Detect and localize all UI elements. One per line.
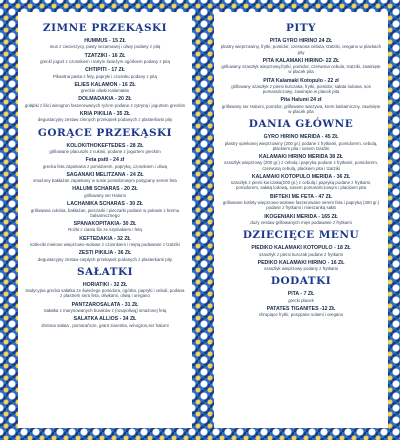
menu-item [24, 302, 186, 314]
menu-item [220, 97, 382, 114]
section-title-pity: PITY [285, 22, 317, 34]
menu-item-name: HALUMI SCHARAS - 20 ZŁ [72, 186, 138, 193]
section-title-dania-glowne: DANIA GŁÓWNE [248, 118, 354, 131]
menu-item-name: HORIATIKI - 32 ZŁ [82, 281, 128, 288]
menu-item [24, 316, 186, 328]
menu-item-name: PANTZAROSALATA - 31 ZŁ [71, 301, 139, 308]
menu-item [220, 174, 382, 191]
menu-item-description: greckie oliwki Kalamatas [80, 88, 130, 94]
menu-item [220, 154, 382, 171]
menu-item-description: gołąbki z liści winogron faszerowanych ryżem podane z cytryną i jogurtem greckim [24, 102, 186, 108]
menu-item [220, 245, 382, 257]
menu-item-description: Pikantna pasta z fety, papryki i czosnku podany z pitą [53, 73, 157, 79]
menu-item [24, 53, 186, 65]
menu-item-name: PATATES TIGANITES -12 ZŁ [266, 305, 336, 312]
menu-item-name: Pita Halumi 24 zł [280, 97, 322, 104]
menu-item-description: Sałatka z marynowanych buraków z (rosą/oliwą) smażonej fetą [43, 307, 167, 313]
menu-item [220, 78, 382, 95]
menu-item-name: PIEDIKO KALAMAKI KOTOPULO - 18 ZŁ [251, 245, 351, 252]
menu-item-description: smażony bakłażan zapiekany w sosie pomidorowym posypany serem feta [33, 178, 177, 184]
menu-item-description: grecki placek [288, 297, 314, 303]
menu-item-name: ELIES KALAMON - 16 ZŁ [74, 81, 136, 88]
menu-item-name: Feta psiti - 24 zł [85, 157, 125, 164]
menu-item-description: plastry opiekanej wieprzowiny (200 gr.) podane z frytkami, pomidorem, cebulą, plackiem pita i sosem tzatziki [224, 140, 378, 151]
menu-item-name: CHTIPITI - 17 ZŁ [85, 67, 125, 74]
menu-item-name: LACHANIKA SCHARAS - 30 ZŁ [67, 201, 143, 208]
menu-item-description: grillowany ser Halumi, pomidor, grillowane warzywa, krem balsamiczny, zawinięte w placek pita [221, 103, 381, 115]
left-menu-column [18, 12, 192, 428]
menu-item [24, 186, 186, 198]
menu-item [220, 58, 382, 75]
menu-item [24, 282, 186, 299]
menu-item-description: greckí jogurt z czosnkiem i tartym świeżym ogórkiem podany z pitą [40, 59, 170, 65]
menu-item-name: SPANAKOPITAKIA- 30 ZŁ [73, 220, 137, 227]
menu-item-name: BIFTEKI ME FETA - 47 ZŁ [270, 193, 332, 200]
menu-item [220, 134, 382, 151]
menu-item-name: PEDIKO KALAMAKI HIRINO - 16 ZŁ [257, 259, 345, 266]
menu-item-name: ZESTI PIKILIA - 36 ZŁ [78, 250, 132, 257]
menu-item-name: PITA Kalamaki Kotopulo - 22 zł [263, 77, 339, 84]
menu-item-description: grillowany ser Halumi [84, 192, 126, 198]
menu-item-name: SAGANAKI MELITZANA - 24 ZŁ [66, 171, 144, 178]
right-menu-column [214, 12, 388, 428]
menu-item [220, 38, 382, 55]
menu-item-name: KOLOKITHOKEFTEDES - 28 ZŁ [66, 142, 144, 149]
menu-item-name: KEFTEDAKIA - 32 ZŁ [79, 235, 131, 242]
menu-item-name: PITA - 7 ZŁ [287, 291, 315, 298]
menu-item-name: PITA GYRO HIRINO 24 ZŁ [269, 38, 333, 44]
menu-item [220, 194, 382, 211]
menu-item-name: TZATZIKI - 16 ZŁ [84, 52, 126, 59]
menu-item-name: PITA KALAMAKI HIRINO- 22 ZŁ [262, 57, 340, 64]
menu-item-description: grillowany szaszłyk z piersi kurczaka, frytki, pomidor, sałata lodowa, sos pomarańczowy, zawinięte w placek pita [231, 84, 371, 95]
menu-item-name: SALATKA ALLIOS - 34 ZŁ [73, 316, 137, 323]
menu-item-description: chrupiące frytki, posypane solami i oregano [258, 312, 344, 318]
menu-item-description: grillowana cukinia, bakłażan, pieczarki i pieczarki podane w połowie z kremu balsamicznego [30, 207, 180, 218]
menu-item-name: KALAMAKI KOTOPULO MERIDA - 36 ZŁ [251, 173, 351, 180]
menu-item [220, 306, 382, 318]
section-title-salatki: SAŁATKI [76, 265, 134, 278]
menu-item-description: grillowany szaszłyk wieprzowy,frytki, pomidor, czerwona cebula, tzatziki, zawinięte w placek pita [221, 64, 381, 75]
menu-item-description: grecka feta zapiekana z pomidorem, papryką, czosnkiem i oliwą [42, 163, 168, 169]
menu-item-name: KRIA PIKILIA - 35 ZŁ [79, 111, 131, 118]
menu-item [24, 67, 186, 79]
menu-item-name: IKOGENIAKI MERIDA - 165 ZŁ [264, 213, 338, 220]
section-title-dodatki: DODATKI [270, 275, 332, 288]
menu-item [24, 143, 186, 155]
menu-item-name: DOLMADAKIA - 20 ZŁ [78, 96, 132, 103]
menu-item-description: tradycyjna grecka sałatka ze świeżego pomidora, ogórka, papryki i cebuli, podana z plastrem sera feta, oliwkami, oliwą i oregano [25, 288, 185, 299]
menu-item [24, 82, 186, 94]
menu-item [220, 260, 382, 272]
menu-item-description: Zielona sałata , pomarańcze, grant ziarenka, winogron,ser halumi [41, 322, 169, 328]
menu-item [24, 38, 186, 50]
menu-item-description: duży zestaw grillowanych mięs podawane z frytkami [250, 219, 352, 225]
section-title-gorace-przekaski: GORĄCE PRZEKĄSKI [37, 126, 173, 139]
menu-item [24, 157, 186, 169]
menu-item-description: mus z ciecierzycy, pasty sezamowej i oliwy podany z pitą [49, 44, 161, 50]
menu-item [24, 236, 186, 248]
menu-item-description: grillowane kotlety wieprzowo-wołowe faszerowane serem feta i papryką (300 gr.) podane z frytkami i mieszanką sałat [222, 200, 380, 211]
menu-item [24, 111, 186, 123]
menu-item-description: kotleciki mielone wieprzowo-wołowe z czosnkiem i miętą podawane z tzatziki [30, 241, 180, 247]
menu-item-description: plastry wieprzowiny, frytki, pomidor, czerwona cebula, tzatziki, oregano w plackach pity [220, 44, 382, 55]
menu-item [24, 221, 186, 233]
menu-item-description: szaszłyk z piersi kurczaka(200 gr.) z cebulą i papryką podane z frytkami, pomidorem, sałatą lodową, sosem pomarańczowym i plackiem pita [230, 180, 372, 191]
menu-item-description: grillowane placuszki z cukinii, podane z jogurtem greckim [49, 149, 161, 155]
menu-item-description: Rożki z ciasta filo ze szpinakiem i fetą [68, 227, 142, 233]
menu-item-name: KALAMAKI HIRINO MERIDA 38 ZŁ [259, 154, 343, 161]
section-title-zimne-przekaski: ZIMNE PRZEKĄSKI [42, 22, 168, 34]
menu-item-description: szaszłyk z piersi kurczak podane z frytkami [259, 251, 343, 257]
section-title-dzieciece-menu: DZIECIĘCE MENU [242, 229, 360, 242]
menu-item-name: GYRO HIRINO MERIDA - 45 ZŁ [263, 134, 339, 141]
menu-item [24, 250, 186, 262]
menu-item [24, 172, 186, 184]
menu-item-description: szaszłyk wieprzowy (200 gr.) z cebulą i papryką podane z frytkami, pomidorem, czerwoną cebulą, plackiem pita i tzatziki [224, 160, 378, 171]
menu-item [220, 291, 382, 303]
menu-item-description: degustacyjny zestaw zimnych przekąsek podanych z plasterkami pity [37, 117, 173, 123]
menu-item [24, 201, 186, 218]
menu-item-description: szaszłyk wieprzowy podany z frytkami [264, 266, 338, 272]
menu-item-description: degustacyjny zestaw ciepłych przekąsek podanych z plasterkami pity [37, 256, 173, 262]
menu-item [220, 214, 382, 226]
menu-item-name: HUMMUS - 15 ZŁ [84, 38, 126, 44]
menu-item [24, 96, 186, 108]
